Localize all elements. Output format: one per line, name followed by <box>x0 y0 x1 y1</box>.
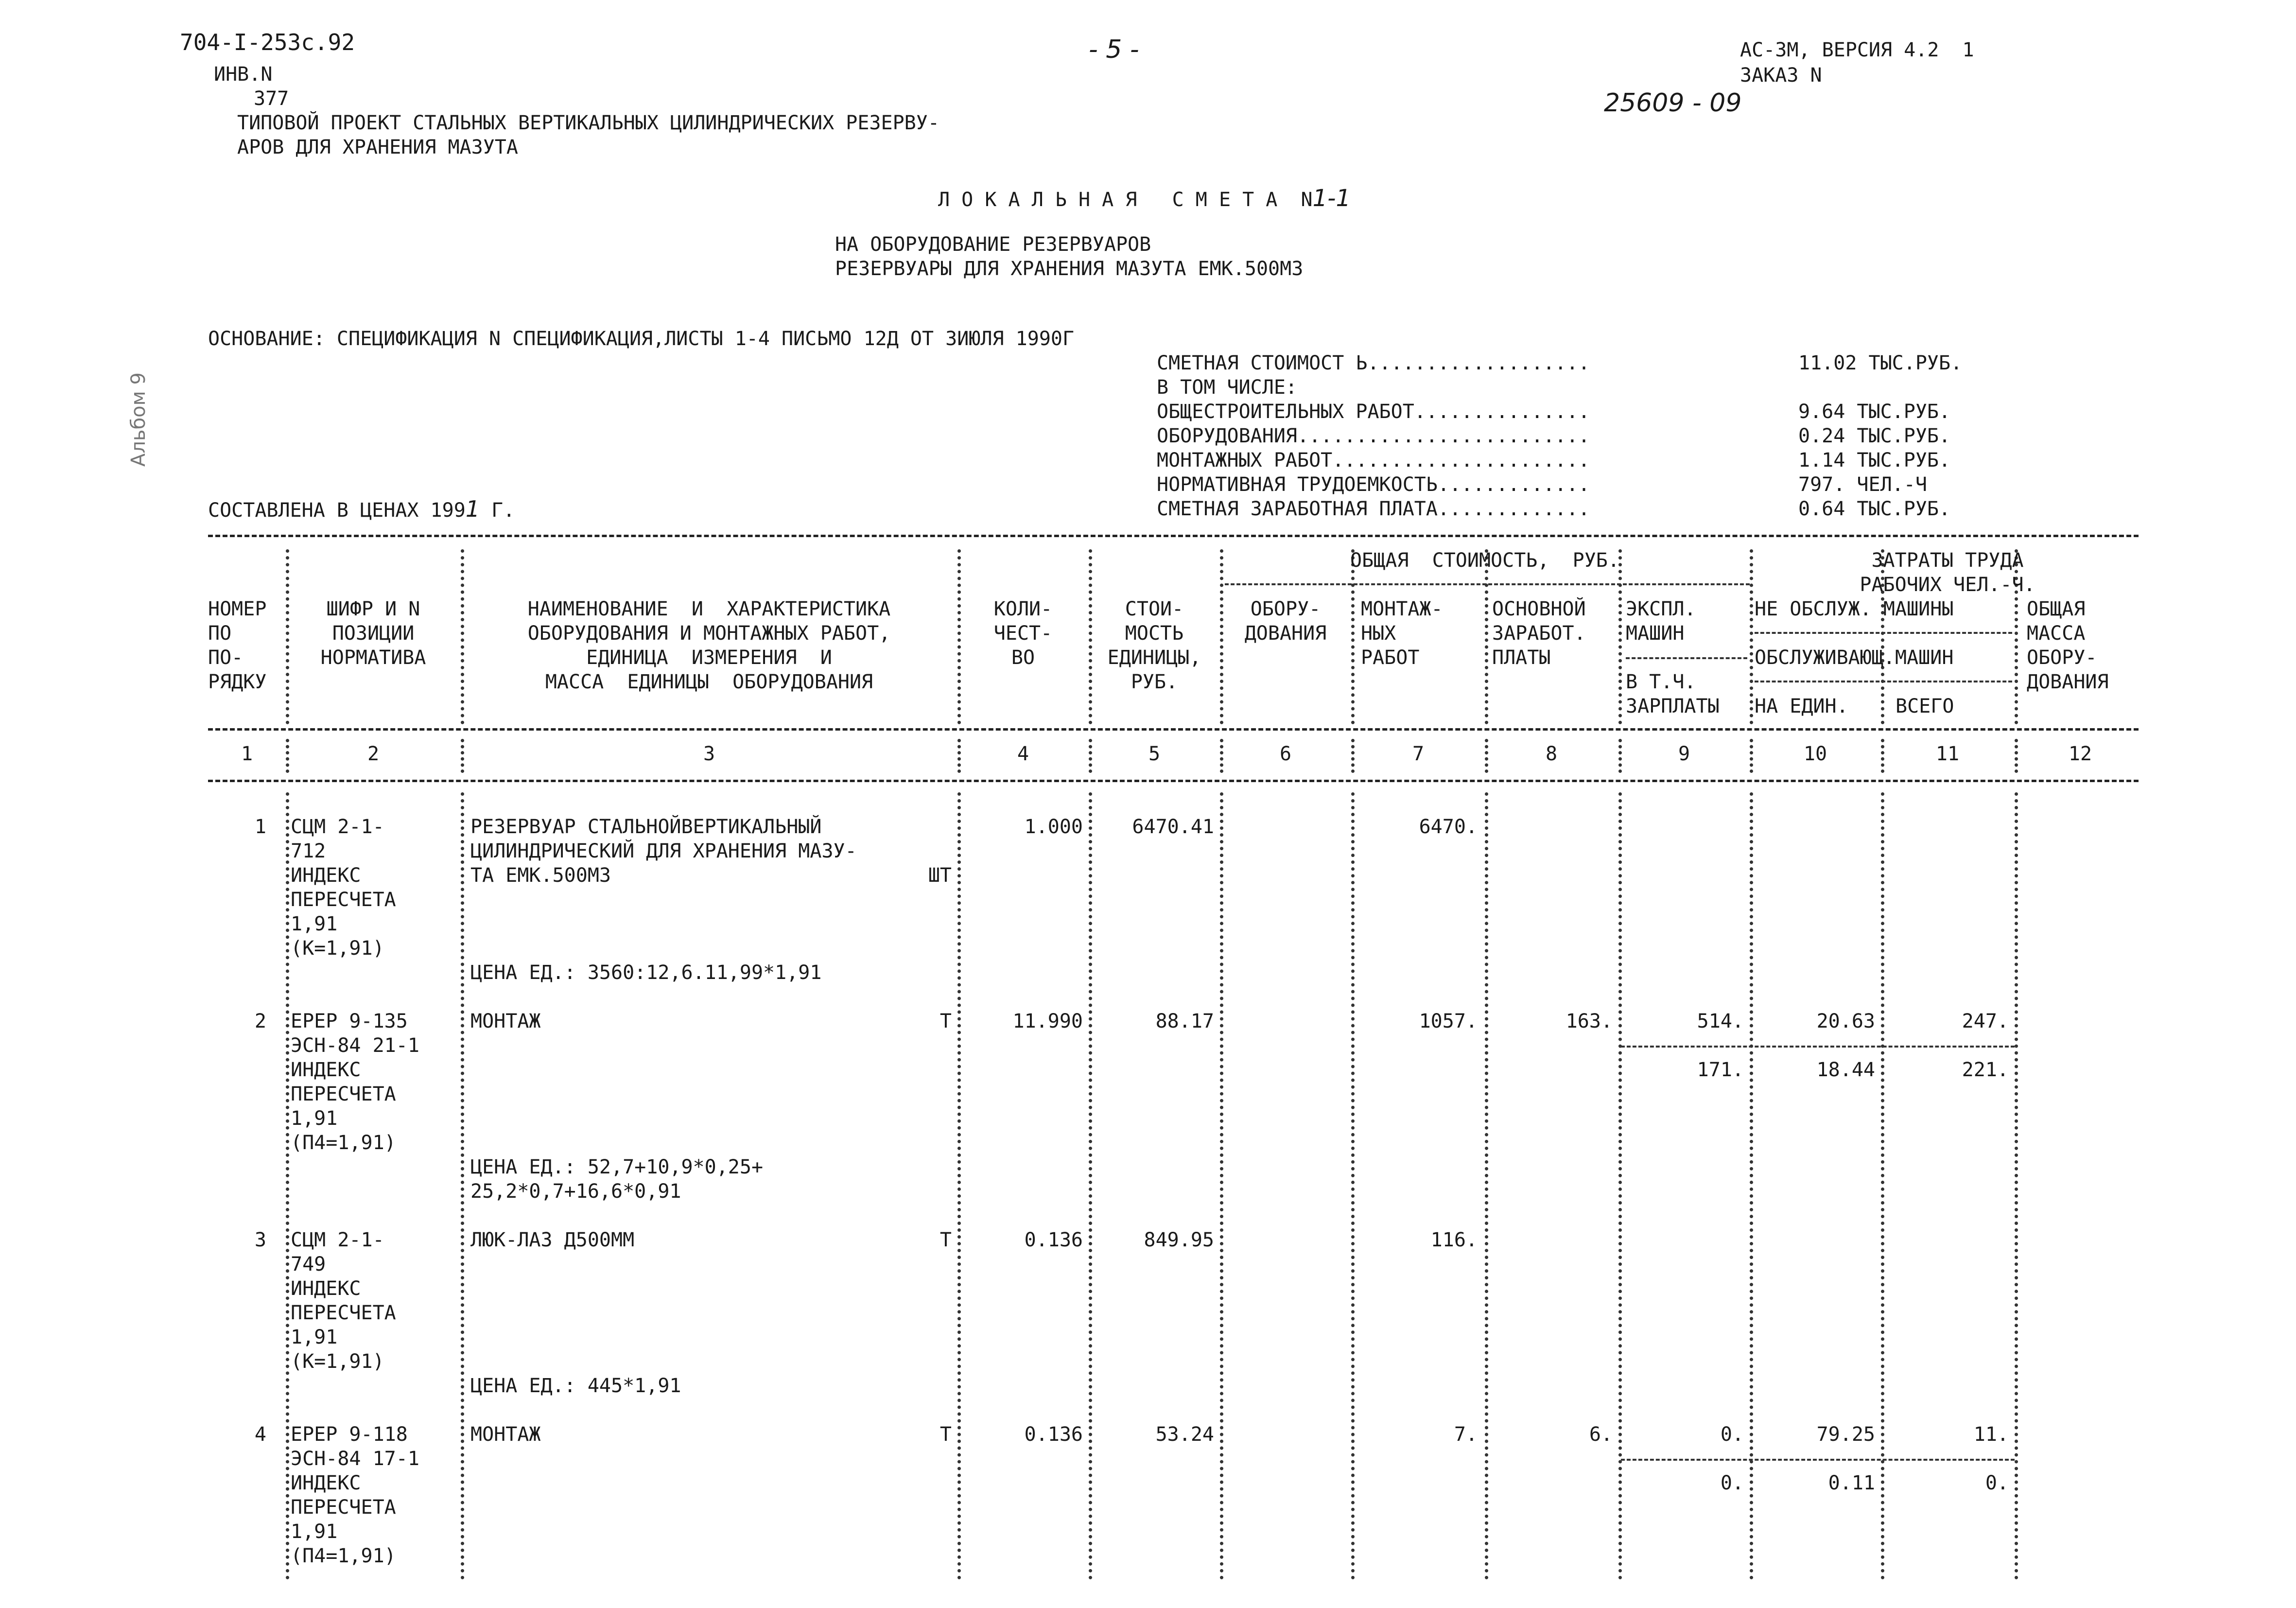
position-code: ЭСН-84 21-1 <box>291 1034 419 1057</box>
position-code: 1,91 <box>291 913 338 935</box>
col10-header: НА ЕДИН. <box>1755 695 1848 717</box>
col5-header: ЕДИНИЦЫ, <box>1107 647 1201 669</box>
order-number: 25609 - 09 <box>1604 88 1742 118</box>
col3-header: МАССА ЕДИНИЦЫ ОБОРУДОВАНИЯ <box>545 671 873 693</box>
installation-cost: 6470. <box>1419 816 1478 838</box>
unit-of-measure: Т <box>939 1229 952 1251</box>
labor-per-unit: 79.25 <box>1816 1423 1875 1446</box>
col2-header: НОРМАТИВА <box>320 647 426 669</box>
compiled-suffix: Г. <box>480 499 515 522</box>
col3-header: ЕДИНИЦА ИЗМЕРЕНИЯ И <box>586 647 832 669</box>
row-number: 1 <box>254 816 266 838</box>
group-rule <box>1225 583 1750 585</box>
col6-header: ОБОРУ- <box>1250 598 1321 620</box>
position-code: ИНДЕКС <box>291 1472 361 1494</box>
position-code: (П4=1,91) <box>291 1132 396 1154</box>
col12-header: ОБОРУ- <box>2027 647 2097 669</box>
position-code: 749 <box>291 1253 326 1276</box>
col5-header: МОСТЬ <box>1125 622 1184 645</box>
labor-per-unit: 20.63 <box>1816 1010 1875 1032</box>
column-separator <box>1351 792 1355 1580</box>
column-number: 3 <box>703 743 715 765</box>
subtitle-1: НА ОБОРУДОВАНИЕ РЕЗЕРВУАРОВ <box>835 233 1151 256</box>
col3-header: НАИМЕНОВАНИЕ И ХАРАКТЕРИСТИКА <box>527 598 891 620</box>
unit-cost: 6470.41 <box>1132 816 1214 838</box>
column-separator <box>1089 739 1092 773</box>
column-separator <box>1881 739 1884 773</box>
item-name: МОНТАЖ <box>470 1010 541 1032</box>
machine-wage: 0. <box>1720 1472 1744 1494</box>
estimate-title-text: Л О К А Л Ь Н А Я С М Е Т А N <box>938 189 1313 211</box>
machine-cost: 0. <box>1720 1423 1744 1446</box>
position-code: ИНДЕКС <box>291 864 361 887</box>
summary-label: ОБОРУДОВАНИЯ......................... <box>1157 425 1590 447</box>
column-separator <box>461 792 464 1580</box>
summary-label: В ТОМ ЧИСЛЕ: <box>1157 376 1297 399</box>
labor-per-unit-machine: 0.11 <box>1828 1472 1875 1494</box>
col9-header: ЭКСПЛ. <box>1626 598 1696 620</box>
col9-header: ЗАРПЛАТЫ <box>1626 695 1720 717</box>
column-separator <box>1220 739 1223 773</box>
column-separator <box>1618 549 1622 724</box>
installation-cost: 116. <box>1430 1229 1478 1251</box>
column-separator <box>957 792 961 1580</box>
quantity: 11.990 <box>1012 1010 1083 1032</box>
col1-header: РЯДКУ <box>208 671 267 693</box>
labor-subheader: ОБСЛУЖИВАЮЩ.МАШИН <box>1755 647 1954 669</box>
base-wage: 163. <box>1565 1010 1613 1032</box>
page-number: - 5 - <box>1089 35 1139 64</box>
summary-value: 1.14 ТЫС.РУБ. <box>1798 449 1951 472</box>
column-number: 5 <box>1148 743 1161 765</box>
position-code: ПЕРЕСЧЕТА <box>291 1083 396 1105</box>
column-separator <box>1485 549 1488 724</box>
column-separator <box>461 549 464 724</box>
position-code: (К=1,91) <box>291 937 384 960</box>
position-code: (П4=1,91) <box>291 1545 396 1567</box>
column-number: 8 <box>1545 743 1558 765</box>
position-code: ЭСН-84 17-1 <box>291 1448 419 1470</box>
row-number: 2 <box>254 1010 266 1032</box>
unit-price-note: ЦЕНА ЕД.: 445*1,91 <box>470 1375 681 1397</box>
compiled-year-digit: 1 <box>465 496 480 522</box>
column-number: 4 <box>1017 743 1029 765</box>
unit-cost: 53.24 <box>1155 1423 1214 1446</box>
col7-header: НЫХ <box>1361 622 1396 645</box>
quantity: 0.136 <box>1024 1423 1083 1446</box>
labor-subheader: НЕ ОБСЛУЖ. МАШИНЫ <box>1755 598 1954 620</box>
header-bottom-rule <box>208 728 2139 731</box>
item-name: МОНТАЖ <box>470 1423 541 1446</box>
column-number: 9 <box>1678 743 1690 765</box>
summary-value: 0.64 ТЫС.РУБ. <box>1798 498 1951 520</box>
quantity: 0.136 <box>1024 1229 1083 1251</box>
col9-header: В Т.Ч. <box>1626 671 1696 693</box>
project-line-2: АРОВ ДЛЯ ХРАНЕНИЯ МАЗУТА <box>237 136 518 158</box>
table-top-rule <box>208 535 2139 537</box>
column-separator <box>2015 739 2018 773</box>
summary-label: ОБЩЕСТРОИТЕЛЬНЫХ РАБОТ............... <box>1157 401 1590 423</box>
position-code: (К=1,91) <box>291 1350 384 1373</box>
column-separator <box>1618 739 1622 773</box>
unit-price-note: ЦЕНА ЕД.: 3560:12,6.11,99*1,91 <box>470 961 822 984</box>
inventory-label: ИНВ.N <box>214 63 273 86</box>
column-number-rule <box>208 780 2139 782</box>
position-code: ПЕРЕСЧЕТА <box>291 1302 396 1324</box>
labor-total-machine: 0. <box>1985 1472 2009 1494</box>
summary-label: МОНТАЖНЫХ РАБОТ...................... <box>1157 449 1590 472</box>
col9-split-rule <box>1626 657 1747 659</box>
unit-price-note: ЦЕНА ЕД.: 52,7+10,9*0,25+ <box>470 1156 764 1178</box>
unit-of-measure: Т <box>939 1010 952 1032</box>
column-separator <box>957 739 961 773</box>
column-number: 7 <box>1412 743 1425 765</box>
position-code: 712 <box>291 840 326 862</box>
item-name: ЦИЛИНДРИЧЕСКИЙ ДЛЯ ХРАНЕНИЯ МАЗУ- <box>470 840 857 862</box>
col1-header: ПО <box>208 622 232 645</box>
item-name: ТА ЕМК.500М3 <box>470 864 611 887</box>
column-number: 10 <box>1803 743 1827 765</box>
column-separator <box>1220 792 1223 1580</box>
unit-of-measure: Т <box>939 1423 952 1446</box>
machine-wage: 171. <box>1697 1059 1744 1081</box>
col3-header: ОБОРУДОВАНИЯ И МОНТАЖНЫХ РАБОТ, <box>527 622 891 645</box>
labor-group-header: ЗАТРАТЫ ТРУДА <box>1871 549 2024 572</box>
column-separator <box>1750 549 1753 724</box>
col7-header: РАБОТ <box>1361 647 1420 669</box>
column-separator <box>1618 792 1622 1580</box>
base-wage: 6. <box>1589 1423 1613 1446</box>
position-code: СЦМ 2-1- <box>291 1229 384 1251</box>
unit-price-note: 25,2*0,7+16,6*0,91 <box>470 1180 681 1203</box>
compiled-prices <box>208 497 515 523</box>
position-code: ЕРЕР 9-118 <box>291 1423 408 1446</box>
installation-cost: 7. <box>1454 1423 1478 1446</box>
split-rule <box>1621 1459 2015 1461</box>
col2-header: ПОЗИЦИИ <box>332 622 415 645</box>
summary-label: НОРМАТИВНАЯ ТРУДОЕМКОСТЬ............. <box>1157 473 1590 496</box>
position-code: ЕРЕР 9-135 <box>291 1010 408 1032</box>
position-code: 1,91 <box>291 1326 338 1348</box>
labor-total: 247. <box>1962 1010 2009 1032</box>
col5-header: СТОИ- <box>1125 598 1184 620</box>
column-separator <box>286 792 289 1580</box>
split-rule <box>1621 1046 2015 1048</box>
col4-header: ВО <box>1011 647 1035 669</box>
position-code: 1,91 <box>291 1107 338 1130</box>
row-number: 4 <box>254 1423 266 1446</box>
total-cost-group-header: ОБЩАЯ СТОИМОСТЬ, РУБ. <box>1350 549 1619 572</box>
estimate-number: 1-1 <box>1312 185 1351 212</box>
row-number: 3 <box>254 1229 266 1251</box>
summary-label: СМЕТНАЯ ЗАРАБОТНАЯ ПЛАТА............. <box>1157 498 1590 520</box>
column-separator <box>461 739 464 773</box>
col12-header: МАССА <box>2027 622 2086 645</box>
unit-of-measure: ШТ <box>928 864 952 887</box>
column-separator <box>286 549 289 724</box>
col12-header: ОБЩАЯ <box>2027 598 2086 620</box>
document-code: 704-I-253с.92 <box>180 29 355 55</box>
position-code: ПЕРЕСЧЕТА <box>291 1496 396 1519</box>
labor-total: 11. <box>1973 1423 2009 1446</box>
column-separator <box>1750 739 1753 773</box>
col1-header: ПО- <box>208 647 244 669</box>
col6-header: ДОВАНИЯ <box>1244 622 1327 645</box>
col4-header: ЧЕСТ- <box>993 622 1053 645</box>
summary-label: СМЕТНАЯ СТОИМОСТ Ь................... <box>1157 352 1590 374</box>
position-code: ИНДЕКС <box>291 1277 361 1300</box>
position-code: ИНДЕКС <box>291 1059 361 1081</box>
col8-header: ПЛАТЫ <box>1492 647 1551 669</box>
labor-split-rule <box>1755 632 2012 634</box>
summary-value: 797. ЧЕЛ.-Ч <box>1798 473 1927 496</box>
col8-header: ОСНОВНОЙ <box>1492 598 1586 620</box>
inventory-number: 377 <box>254 87 289 110</box>
column-number: 1 <box>241 743 253 765</box>
column-number: 6 <box>1279 743 1292 765</box>
estimate-title <box>938 184 1351 213</box>
summary-value: 0.24 ТЫС.РУБ. <box>1798 425 1951 447</box>
item-name: РЕЗЕРВУАР СТАЛЬНОЙВЕРТИКАЛЬНЫЙ <box>470 816 822 838</box>
column-number: 2 <box>367 743 380 765</box>
column-separator <box>1750 792 1753 1580</box>
labor-per-unit-machine: 18.44 <box>1816 1059 1875 1081</box>
order-label: ЗАКАЗ N <box>1740 64 1822 87</box>
basis-line: ОСНОВАНИЕ: СПЕЦИФИКАЦИЯ N СПЕЦИФИКАЦИЯ,ЛИСТЫ 1-4 ПИСЬМО 12Д ОТ 3ИЮЛЯ 1990Г <box>208 328 1075 350</box>
column-separator <box>1351 549 1355 724</box>
col2-header: ШИФР И N <box>326 598 420 620</box>
col1-header: НОМЕР <box>208 598 267 620</box>
col4-header: КОЛИ- <box>993 598 1053 620</box>
labor-split-rule <box>1755 681 2012 682</box>
labor-group-header: РАБОЧИХ ЧЕЛ.-Ч. <box>1860 574 2035 596</box>
col5-header: РУБ. <box>1131 671 1178 693</box>
column-separator <box>1485 792 1488 1580</box>
machine-cost: 514. <box>1697 1010 1744 1032</box>
labor-total-machine: 221. <box>1962 1059 2009 1081</box>
side-note: Альбом 9 <box>127 372 150 467</box>
col12-header: ДОВАНИЯ <box>2027 671 2109 693</box>
position-code: СЦМ 2-1- <box>291 816 384 838</box>
system-version: АС-3М, ВЕРСИЯ 4.2 1 <box>1740 39 1974 61</box>
column-separator <box>1089 792 1092 1580</box>
quantity: 1.000 <box>1024 816 1083 838</box>
summary-value: 9.64 ТЫС.РУБ. <box>1798 401 1951 423</box>
column-separator <box>2015 792 2018 1580</box>
column-number: 12 <box>2068 743 2092 765</box>
summary-value: 11.02 ТЫС.РУБ. <box>1798 352 1963 374</box>
column-separator <box>1351 739 1355 773</box>
column-separator <box>1881 792 1884 1580</box>
column-number: 11 <box>1935 743 1960 765</box>
col7-header: МОНТАЖ- <box>1361 598 1443 620</box>
unit-cost: 849.95 <box>1144 1229 1214 1251</box>
subtitle-2: РЕЗЕРВУАРЫ ДЛЯ ХРАНЕНИЯ МАЗУТА ЕМК.500М3 <box>835 258 1304 280</box>
position-code: ПЕРЕСЧЕТА <box>291 889 396 911</box>
installation-cost: 1057. <box>1419 1010 1478 1032</box>
position-code: 1,91 <box>291 1521 338 1543</box>
column-separator <box>1485 739 1488 773</box>
unit-cost: 88.17 <box>1155 1010 1214 1032</box>
col11-header: ВСЕГО <box>1896 695 1954 717</box>
project-line-1: ТИПОВОЙ ПРОЕКТ СТАЛЬНЫХ ВЕРТИКАЛЬНЫХ ЦИЛИНДРИЧЕСКИХ РЕЗЕРВУ- <box>237 112 939 134</box>
item-name: ЛЮК-ЛАЗ Д500ММ <box>470 1229 635 1251</box>
col8-header: ЗАРАБОТ. <box>1492 622 1586 645</box>
col9-header: МАШИН <box>1626 622 1685 645</box>
compiled-prefix: СОСТАВЛЕНА В ЦЕНАХ 199 <box>208 499 466 522</box>
